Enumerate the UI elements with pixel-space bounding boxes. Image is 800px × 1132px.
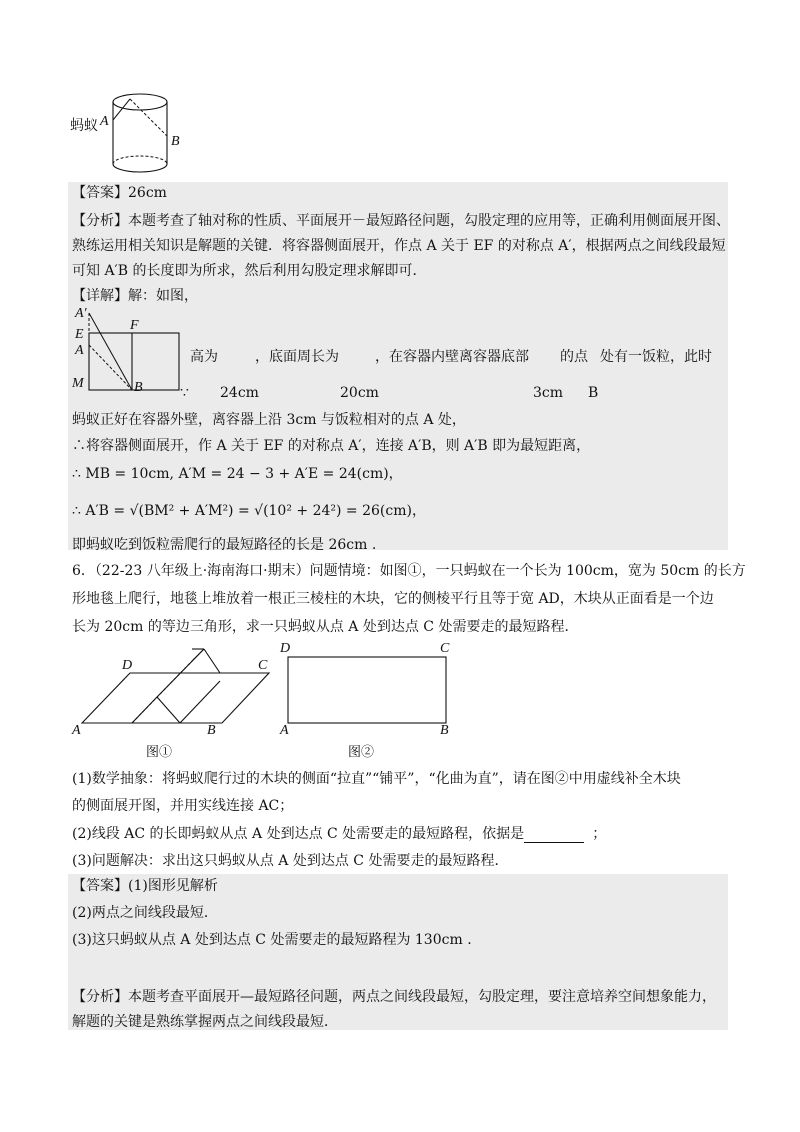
analysis-2-line-1: 【分析】本题考查平面展开—最短路径问题，两点之间线段最短，勾股定理，要注意培养空间想象能力，	[72, 989, 716, 1005]
fig2-caption: 图②	[348, 745, 375, 760]
step-1: 蚂蚁正好在容器外壁，离容器上沿 3cm 与饭粒相对的点 A 处，	[72, 412, 466, 428]
detail-1	[72, 287, 198, 305]
analysis-1-line-1: 【分析】本题考查了轴对称的性质、平面展开－最短路径问题，勾股定理的应用等，正确利用侧面展开图、	[72, 213, 730, 229]
label-b: B	[134, 380, 143, 395]
fig1-caption: 图①	[146, 745, 173, 760]
fig1-label-d: D	[122, 658, 133, 673]
detail-text: 解：如图，	[128, 288, 198, 304]
q6-line-3: 长为 20cm 的等边三角形，求一只蚂蚁从点 A 处到达点 C 处需要走的最短路程．	[72, 619, 579, 635]
fig2-label-d: D	[280, 641, 291, 656]
value-3cm: 3cm	[533, 385, 564, 401]
step-2: ∴将容器侧面展开，作 A 关于 EF 的对称点 A′，连接 A′B，则 A′B 即为最短距离，	[72, 438, 591, 454]
fig2-label-c: C	[440, 641, 450, 656]
fig1-label-c: C	[258, 658, 268, 673]
subq-1b: 的侧面展开图，并用实线连接 AC；	[72, 798, 294, 814]
detail-part-3: ，在容器内壁离容器底部	[375, 349, 529, 365]
value-24cm: 24cm	[220, 385, 259, 401]
answer-blank[interactable]	[524, 828, 584, 843]
cylinder-drawing	[110, 90, 174, 176]
q6-line-2: 形地毯上爬行，地毯上堆放着一根正三棱柱的木块，它的侧棱平行且等于宽 AD，木块从正面看是一个边	[72, 591, 714, 607]
detail-part-1: 高为	[190, 349, 218, 365]
answer-tag: 【答案】	[72, 185, 128, 201]
detail-tag: 【详解】	[72, 288, 128, 304]
label-a-prime: A′	[75, 306, 87, 321]
figure-1	[72, 645, 282, 760]
answer-2-line-2: (2)两点之间线段最短．	[72, 905, 218, 921]
fig2-label-b: B	[440, 723, 449, 738]
point-a-label: A	[100, 114, 109, 129]
ant-label: 蚂蚁	[70, 118, 98, 134]
label-e: E	[75, 327, 84, 342]
label-f: F	[130, 318, 139, 333]
detail-part-4: 的点	[560, 349, 588, 365]
cylinder-figure	[70, 90, 200, 180]
q6-line-1: 6．（22-23 八年级上·海南海口·期末）问题情境：如图①，一只蚂蚁在一个长为 100cm，宽为 50cm 的长方	[72, 563, 746, 579]
subq-2-end: ；	[592, 826, 607, 842]
answer-2-line-1: 【答案】(1)图形见解析	[72, 878, 218, 894]
step-5: 即蚂蚁吃到饭粒需爬行的最短路径的长是 26cm .	[72, 537, 377, 553]
subq-3: (3)问题解决：求出这只蚂蚁从点 A 处到达点 C 处需要走的最短路程．	[72, 853, 509, 869]
answer-value: 26cm	[128, 185, 167, 201]
unfolded-rect-drawing	[72, 308, 182, 400]
analysis-1-line-2: 熟练运用相关知识是解题的关键．将容器侧面展开，作点 A 关于 EF 的对称点 A′，根据两点之间线段最短	[72, 238, 726, 254]
step-4: ∴ A′B = √(BM² + A′M²) = √(10² + 24²) = 26(cm)，	[72, 503, 426, 519]
figure-2	[278, 641, 458, 760]
answer-1	[72, 184, 167, 202]
therefore-symbol: ∵	[180, 385, 189, 401]
subq-2-text: (2)线段 AC 的长即蚂蚁从点 A 处到达点 C 处需要走的最短路程，依据是	[72, 826, 525, 842]
value-20cm: 20cm	[340, 385, 379, 401]
label-a: A	[75, 343, 84, 358]
detail-part-2: ，底面周长为	[255, 349, 339, 365]
detail-part-5: 处有一饭粒，此时	[600, 349, 712, 365]
subq-1a: (1)数学抽象：将蚂蚁爬行过的木块的侧面“拉直”“铺平”，“化曲为直”，请在图②中用虚线补全木块	[72, 771, 681, 787]
fig1-label-b: B	[207, 723, 216, 738]
figure-2-drawing	[278, 645, 458, 735]
answer-2-line-3: (3)这只蚂蚁从点 A 处到达点 C 处需要走的最短路程为 130cm .	[72, 932, 472, 948]
subq-2	[72, 825, 606, 843]
unfolded-rect-figure	[72, 308, 182, 400]
answer-block-2	[68, 874, 728, 1030]
point-b-label: B	[171, 134, 180, 149]
analysis-1-line-3: 可知 A′B 的长度即为所求，然后利用勾股定理求解即可．	[72, 263, 427, 279]
fig2-label-a: A	[280, 723, 289, 738]
step-3: ∴ MB = 10cm, A′M = 24 − 3 + A′E = 24(cm)，	[72, 466, 403, 482]
label-m: M	[72, 376, 84, 391]
analysis-2-line-2: 解题的关键是熟练掌握两点之间线段最短．	[72, 1014, 338, 1030]
value-b: B	[588, 385, 599, 401]
fig1-label-a: A	[72, 723, 81, 738]
figure-1-drawing	[72, 645, 282, 735]
